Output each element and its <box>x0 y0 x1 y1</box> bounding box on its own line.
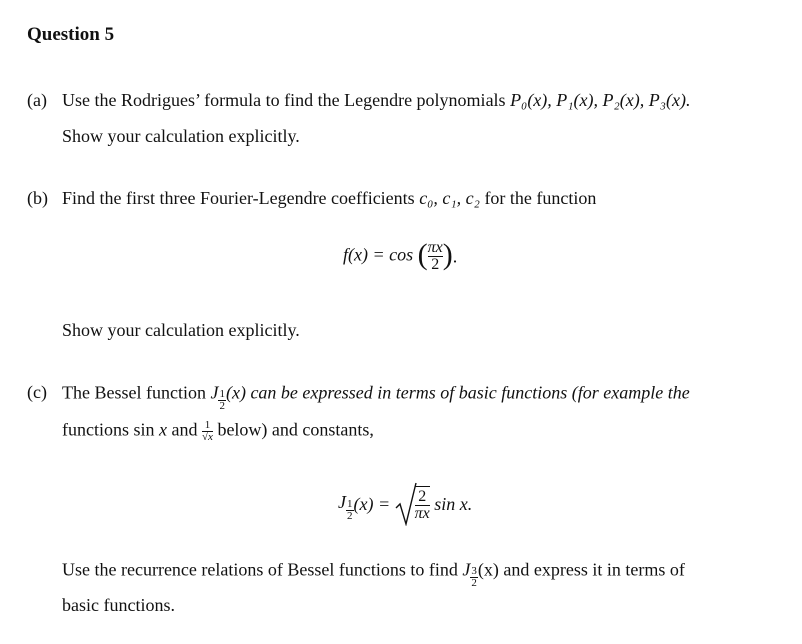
part-b-coefficients: c₀, c₁, c₂ <box>419 188 480 208</box>
bessel-symbol: J <box>210 382 219 403</box>
part-c-eq-fraction <box>415 486 430 522</box>
part-a-text: Use the Rodrigues’ formula to find the Legendre polynomials <box>62 90 506 110</box>
inverse-sqrt-x: $\frac{1}{√x}$ <box>202 419 213 443</box>
part-c-line1 <box>62 382 690 412</box>
part-c-functions: functions sin <box>62 419 155 440</box>
part-c-eq-den: πx <box>414 505 430 522</box>
bessel-order-three-half: $\frac{3}{2}$ <box>471 565 477 589</box>
part-b-line1 <box>62 189 596 207</box>
part-c-use: Use the recurrence relations of Bessel functions to find <box>62 559 458 580</box>
part-b-eq-lhs: f(x) = cos <box>343 244 414 265</box>
part-a-line2: Show your calculation explicitly. <box>62 126 300 146</box>
part-c-express: (x) and express it in terms of <box>477 559 685 580</box>
part-b-line2: Show your calculation explicitly. <box>62 320 300 340</box>
part-b-frac-num: πx <box>427 239 443 256</box>
part-c-eq-num: 2 <box>415 489 430 506</box>
part-c-text-mid: (x) can be expressed in terms of basic functions (for example the <box>225 382 690 403</box>
part-b-fraction <box>428 240 443 273</box>
part-c-line3: Use the recurrence relations of Bessel functions to find J $\frac{3}{2}$ (x) and express it in terms of <box>62 559 685 589</box>
bessel-order-half: $\frac{1}{2}$ <box>219 388 225 412</box>
part-c-eq-arg: (x) = <box>353 494 391 514</box>
part-c-eq-symbol: J <box>338 492 346 513</box>
question-title: Question 5 <box>27 24 115 45</box>
part-c-line2 <box>62 420 374 443</box>
part-b-label: (b) <box>27 188 48 208</box>
part-c-label: (c) <box>27 382 47 402</box>
part-c-text-start: The Bessel function <box>62 382 206 403</box>
part-b-frac-den: 2 <box>431 256 440 273</box>
part-c-below: below) and constants, <box>217 419 374 440</box>
left-paren: ( <box>417 237 428 271</box>
period: . <box>452 246 458 267</box>
part-c-line4: basic functions. <box>62 595 175 615</box>
part-a-polynomials: P₀(x), P₁(x), P₂(x), P₃(x). <box>510 90 691 110</box>
part-b-equation <box>343 237 458 273</box>
part-c-equation <box>338 482 472 526</box>
part-a-line1 <box>62 91 690 109</box>
part-b-text: Find the first three Fourier-Legendre coefficients <box>62 188 415 208</box>
part-a-label: (a) <box>27 90 47 110</box>
part-c-and: and <box>171 419 198 440</box>
sqrt-sign-icon <box>395 482 417 526</box>
part-c-eq-rhs: sin x. <box>434 494 473 514</box>
part-c-eq-order: $\frac{1}{2}$ <box>347 497 353 522</box>
part-c-x: x <box>159 419 167 440</box>
part-b-text-end: for the function <box>484 188 597 208</box>
right-paren: ) <box>442 237 453 271</box>
